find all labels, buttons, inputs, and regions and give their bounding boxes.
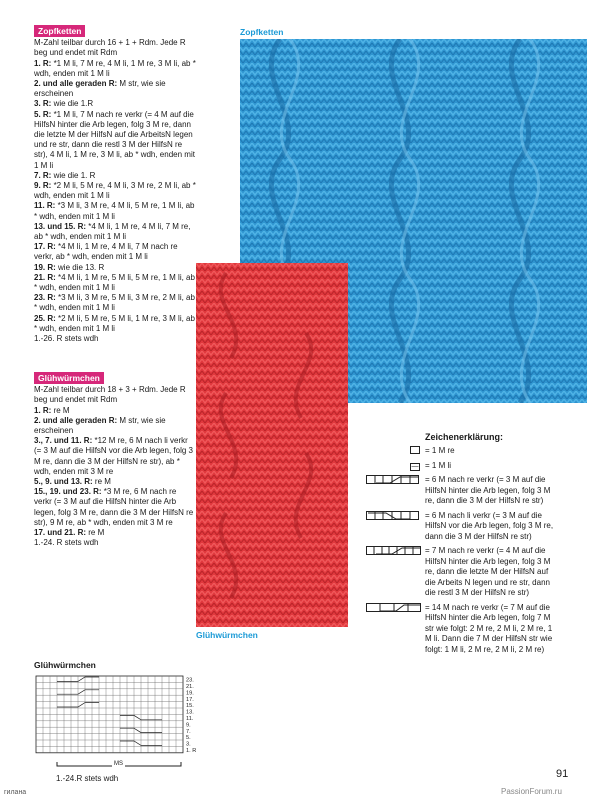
row-label: 11. R:: [34, 201, 56, 211]
instruction-line: [34, 110, 196, 171]
instruction-line: [34, 477, 196, 487]
row-text: wie die 13. R: [55, 262, 105, 272]
row-label: 25. R:: [34, 313, 56, 323]
row-label: 5., 9. und 13. R:: [34, 477, 93, 487]
footer-left-text: гилана: [4, 789, 27, 796]
chart-row-label: 15.: [186, 703, 194, 710]
row-text: re M: [51, 405, 70, 415]
row-text: M-Zahl teilbar durch 18 + 3 + Rdm. Jede R beg und endet mit Rdm: [34, 385, 186, 405]
row-text: *3 M re, 6 M nach re verkr (= 3 M auf die HilfsN hinter die Arb legen, folg 3 M re, dann die 3 M der HilfsN re str), 9 M re, ab * wdh, enden mit 3 M re: [34, 487, 194, 527]
instruction-line: [34, 79, 196, 99]
row-text: *3 M li, 3 M re, 4 M li, 5 M re, 1 M li, ab * wdh, enden mit 1 M li: [34, 201, 195, 221]
footer-watermark: PassionForum.ru: [501, 787, 562, 796]
chart-row-label: 9.: [186, 722, 191, 729]
row-label: 13. und 15. R:: [34, 221, 87, 231]
row-label: 3., 7. und 11. R:: [34, 436, 93, 446]
knitting-chart: [34, 674, 214, 756]
chart-row-label: 19.: [186, 690, 194, 697]
red-knit-photo: [196, 263, 348, 627]
legend-item-cable-right-6: = 6 M nach re verkr (= 3 M auf die HilfsN hinter die Arb legen, folg 3 M re, dann die 3 M der HilfsN re str): [366, 475, 556, 507]
instruction-line: [34, 293, 196, 313]
row-label: 21. R:: [34, 272, 56, 282]
row-text: re M: [92, 477, 111, 487]
legend-item-cable-left-6: = 6 M nach li verkr (= 3 M auf die HilfsN vor die Arb legen, folg 3 M re, dann die 3 M der HilfsN re str): [366, 511, 556, 543]
page-number: 91: [556, 768, 569, 780]
zopfketten-lines: [34, 38, 196, 344]
instruction-line: [34, 201, 196, 221]
legend-item-knit: = 1 M re: [366, 446, 556, 458]
row-text: 1.-24. R stets wdh: [34, 538, 99, 548]
row-text: M str, wie sie erscheinen: [34, 415, 166, 436]
row-text: *1 M li, 7 M re, 4 M li, 1 M re, 3 M li, ab * wdh, enden mit 1 M li: [34, 58, 196, 78]
purl-symbol-icon: —: [411, 462, 419, 470]
row-label: 2. und alle geraden R:: [34, 79, 118, 89]
chart-row-label: 1. R: [186, 748, 197, 754]
instruction-line: [34, 436, 196, 477]
gluehwuermchen-lines: [34, 385, 196, 548]
instruction-line: [34, 242, 196, 262]
instruction-line: [34, 273, 196, 293]
row-text: *2 M li, 5 M re, 4 M li, 3 M re, 2 M li, ab * wdh, enden mit 1 M li: [34, 181, 196, 201]
instruction-line: [34, 222, 196, 242]
instruction-line: [34, 385, 196, 405]
instruction-line: [34, 181, 196, 201]
instruction-line: [34, 487, 196, 528]
cable-right-6-icon: [366, 475, 420, 485]
instruction-line: [34, 59, 196, 79]
row-label: 15., 19. und 23. R:: [34, 487, 102, 497]
row-text: M str, wie sie erscheinen: [34, 79, 166, 99]
row-text: wie die 1.R: [51, 99, 94, 109]
row-label: 19. R:: [34, 262, 56, 272]
row-label: 17. und 21. R:: [34, 528, 87, 538]
chart-row-label: 21.: [186, 684, 194, 690]
row-text: *2 M li, 5 M re, 5 M li, 1 M re, 3 M li, ab * wdh, enden mit 1 M li: [34, 313, 195, 333]
red-knit-texture: [196, 263, 348, 627]
row-label: 1. R:: [34, 405, 52, 415]
instruction-line: [34, 416, 196, 436]
knitting-chart-grid: [34, 674, 214, 756]
photo-label-red: Glühwürmchen: [196, 630, 258, 640]
row-label: 5. R:: [34, 109, 52, 119]
row-text: 1.-26. R stets wdh: [34, 334, 99, 344]
instruction-line: [34, 538, 196, 548]
row-text: M-Zahl teilbar durch 16 + 1 + Rdm. Jede R beg und endet mit Rdm: [34, 38, 186, 58]
chart-repeat-note: 1.-24.R stets wdh: [56, 774, 119, 783]
legend: [366, 432, 556, 655]
chart-row-label: 13.: [186, 709, 194, 716]
chart-row-label: 17.: [186, 696, 194, 703]
gluehwuermchen-instructions: [34, 372, 196, 548]
instruction-line: [34, 99, 196, 109]
instruction-line: [34, 263, 196, 273]
instruction-line: [34, 528, 196, 538]
chart-row-label: 7.: [186, 728, 191, 735]
row-label: 3. R:: [34, 99, 52, 109]
chart-row-label: 23.: [186, 677, 194, 684]
chart-ms-label: MS: [114, 761, 123, 767]
instruction-line: [34, 406, 196, 416]
instruction-line: [34, 171, 196, 181]
cable-right-7-icon: [366, 546, 422, 556]
instruction-line: [34, 314, 196, 334]
row-label: 17. R:: [34, 242, 56, 252]
instruction-line: [34, 334, 196, 344]
row-text: *1 M li, 7 M nach re verkr (= 4 M auf die HilfsN hinter die Arb legen, folg 3 M re, dann die letzte M der HilfsN auf die ArbeitsN legen und re str, dann die restl 3 M der HilfsN re str), 4 M li, 1 M re, 3 M li, ab * wdh, enden mit 1 M li: [34, 109, 195, 170]
row-text: *4 M li, 1 M re, 4 M li, 7 M nach re verkr, ab * wdh, enden mit 1 M li: [34, 242, 178, 262]
row-label: 9. R:: [34, 181, 52, 191]
row-label: 2. und alle geraden R:: [34, 415, 118, 425]
row-text: *3 M li, 3 M re, 5 M li, 3 M re, 2 M li, ab * wdh, enden mit 1 M li: [34, 293, 195, 313]
zopfketten-instructions: [34, 25, 196, 344]
chart-row-label: 11.: [186, 716, 194, 722]
instruction-line: [34, 38, 196, 58]
chart-row-label: 3.: [186, 741, 191, 748]
legend-item-cable-right-7: = 7 M nach re verkr (= 4 M auf die HilfsN hinter die Arb legen, folg 3 M re, dann die letzte M der HilfsN auf die Arbeits N legen und re str, dann die restl 3 M der HilfsN re str): [366, 546, 556, 599]
row-text: *4 M li, 1 M re, 5 M li, 5 M re, 1 M li, ab * wdh, enden mit 1 M li: [34, 272, 195, 293]
row-label: 7. R:: [34, 170, 52, 180]
row-label: 1. R:: [34, 58, 52, 68]
zopfketten-badge: Zopfketten: [34, 25, 85, 37]
gluehwuermchen-badge: Glühwürmchen: [34, 372, 104, 384]
row-label: 23. R:: [34, 293, 56, 303]
row-text: *12 M re, 6 M nach li verkr (= 3 M auf die HilfsN vor die Arb legen, folg 3 M re, dann die 3 M der HilfsN re str), ab * wdh, enden mit 3 M re: [34, 436, 193, 476]
chart-ms-bracket: [56, 762, 182, 770]
legend-title: Zeichenerklärung:: [425, 432, 504, 442]
legend-item-cable-right-14: = 14 M nach re verkr (= 7 M auf die HilfsN hinter die Arb legen, folg 7 M str wie folgt: 2 M re, 2 M li, 2 M re, 1 M li. Dann die 7 M der HilfsN str wie folgt: 1 M li, 2 M re, 2 M li, 2 M re): [366, 603, 556, 656]
row-text: wie die 1. R: [51, 170, 96, 180]
cable-right-14-icon: [366, 603, 422, 613]
chart-title: Glühwürmchen: [34, 660, 96, 670]
cable-left-6-icon: [366, 511, 420, 521]
knit-symbol-icon: [410, 446, 420, 454]
chart-row-label: 5.: [186, 735, 191, 742]
row-text: re M: [86, 528, 105, 538]
legend-item-purl: — = 1 M li: [411, 460, 452, 470]
photo-label-blue: Zopfketten: [240, 27, 284, 37]
row-text: *4 M li, 1 M re, 4 M li, 7 M re, ab * wdh, enden mit 1 M li: [34, 221, 191, 242]
